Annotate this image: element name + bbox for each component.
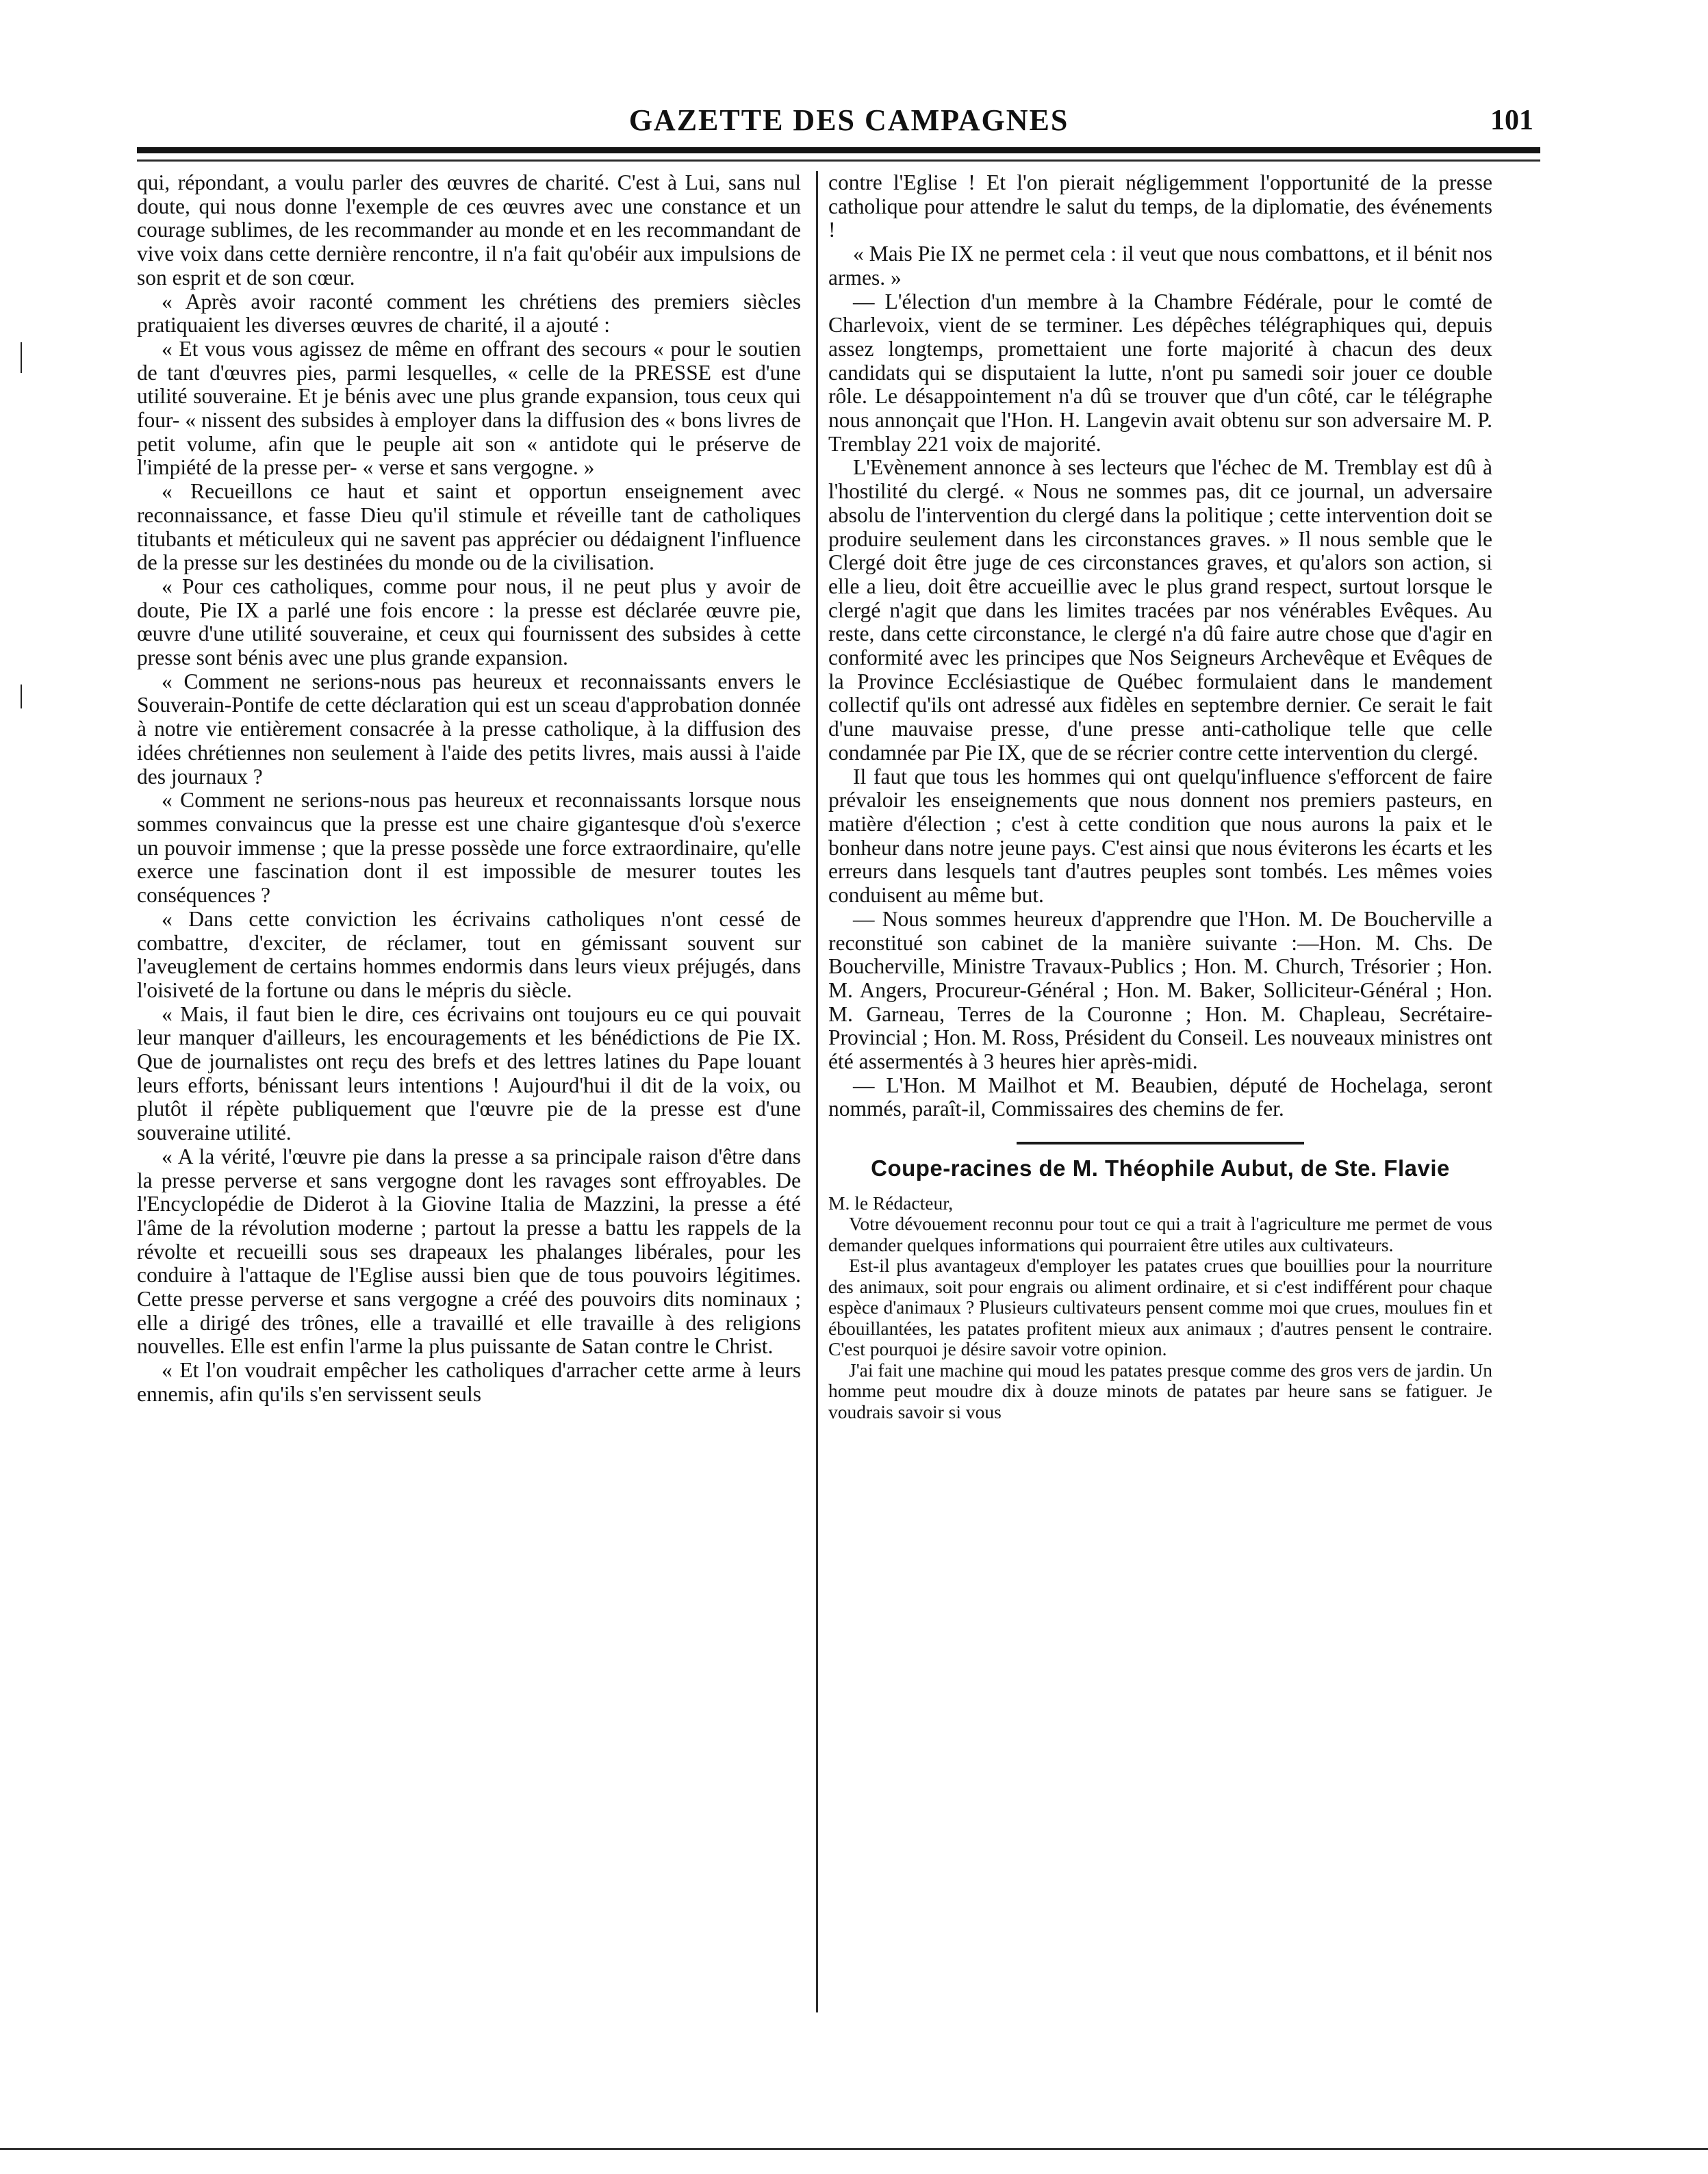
paragraph: « Pour ces catholiques, comme pour nous, il ne peut plus y avoir de doute, Pie IX a parlé une fois encore : la presse est déclarée œuvre pie, œuvre d'une utilité souveraine, et ceux qui fournissent des subsides à cette presse sont bénis avec une plus grande expansion. [137,574,801,670]
paragraph: — L'élection d'un membre à la Chambre Fédérale, pour le comté de Charlevoix, vient de se terminer. Les dépêches télégraphiques qui, depuis assez longtemps, promettaient une forte majorité à chacun des deux candidats qui se disputaient la lutte, n'ont pu samedi soir jouer ce double rôle. Le désappointement n'a dû se trouver que d'un côté, car le télégraphe nous annonçait que l'Hon. H. Langevin avait obtenu sur son adversaire M. P. Tremblay 221 voix de majorité. [828,289,1492,456]
paragraph: « Mais, il faut bien le dire, ces écrivains ont toujours eu ce qui pouvait leur manquer d'ailleurs, les encouragements et les bénédictions de Pie IX. Que de journalistes ont reçu des brefs et des lettres latines du Pape louant leurs efforts, bénissant leurs intentions ! Aujourd'hui il dit de la voix, ou plutôt il répète publiquement que l'œuvre pie de la presse est d'une souveraine utilité. [137,1001,801,1145]
page-bottom-rule [0,2148,1708,2150]
paragraph: « Comment ne serions-nous pas heureux et reconnaissants envers le Souverain-Pontife de cette déclaration qui est un sceau d'approbation donnée à notre vie entièrement consacrée à la presse catholique, à la diffusion des idées chrétiennes non seulement à l'aide des petits livres, mais aussi à l'aide des journaux ? [137,669,801,789]
letter-body [828,1193,1492,1423]
page-number: 101 [1490,105,1533,136]
paragraph: contre l'Eglise ! Et l'on pierait négligemment l'opportunité de la presse catholique pour attendre le salut du temps, de la diplomatie, des événements ! [828,170,1492,242]
column-right [828,171,1492,1422]
paragraph: Il faut que tous les hommes qui ont quelqu'influence s'efforcent de faire prévaloir les enseignements que nous donnent nos premiers pasteurs, en matière d'élection ; c'est à cette condition que nous aurons la paix et le bonheur dans notre jeune pays. C'est ainsi que nous éviterons les écarts et les erreurs dans lesquels tant d'autres peuples sont tombés. Les mêmes voies conduisent au même but. [828,764,1492,908]
paragraph: qui, répondant, a voulu parler des œuvres de charité. C'est à Lui, sans nul doute, qui nous donne l'exemple de ces œuvres avec une constance et un courage sublimes, de les recommander au monde et en les recommandant de vive voix dans cette dernière rencontre, il n'a fait qu'obéir aux impulsions de son esprit et de son cœur. [137,170,801,290]
header-rule [137,147,1540,153]
paragraph: « Et l'on voudrait empêcher les catholiques d'arracher cette arme à leurs ennemis, afin qu'ils s'en servissent seuls [137,1358,801,1406]
paragraph: J'ai fait une machine qui moud les patates presque comme des gros vers de jardin. Un homme peut moudre dix à douze minots de patates par heure sans se fatiguer. Je voudrais savoir si vous [828,1359,1492,1422]
margin-mark [21,342,22,373]
paragraph: « Mais Pie IX ne permet cela : il veut que nous combattons, et il bénit nos armes. » [828,242,1492,290]
paragraph: « Dans cette conviction les écrivains catholiques n'ont cessé de combattre, d'exciter, de réclamer, tout en gémissant souvent sur l'aveuglement de certains hommes endormis dans leurs vieux préjugés, dans l'oisiveté de la fortune ou dans le mépris du siècle. [137,906,801,1002]
paragraph: « Comment ne serions-nous pas heureux et reconnaissants lorsque nous sommes convaincus que la presse est une chaire gigantesque d'où s'exerce un pouvoir immense ; que la presse possède une force extraordinaire, qu'elle exerce une fascination dont il est impossible de mesurer toutes les conséquences ? [137,788,801,908]
paragraph: « Recueillons ce haut et saint et opportun enseignement avec reconnaissance, et fasse Dieu qu'il stimule et réveille tant de catholiques titubants et méticuleux qui ne savent pas apprécier ou dédaignent l'influence de la presse sur les destinées du monde ou de la civilisation. [137,479,801,575]
section-separator [1017,1142,1304,1144]
article-heading: Coupe-racines de M. Théophile Aubut, de Ste. Flavie [871,1155,1450,1181]
paragraph: « A la vérité, l'œuvre pie dans la presse a sa principale raison d'être dans la presse perverse et sans vergogne dont les ravages sont effroyables. De l'Encyclopédie de Diderot à la Giovine Italia de Mazzini, la presse a été l'âme de la révolution moderne ; partout la presse a battu les rappels de la révolte et recueilli sous ses drapeaux les phalanges libérales, pour les conduire à l'attaque de l'Eglise aussi bien que de tous pouvoirs légitimes. Cette presse perverse et sans vergogne a créé des pouvoirs dits nominaux ; elle a dirigé des trônes, elle a travaillé et elle travaille à des religions nouvelles. Elle est enfin l'arme la plus puissante de Satan contre le Christ. [137,1144,801,1359]
paragraph: — L'Hon. M Mailhot et M. Beaubien, député de Hochelaga, seront nommés, paraît-il, Commissaires des chemins de fer. [828,1073,1492,1121]
column-left [137,171,801,1407]
salutation: M. le Rédacteur, [828,1192,954,1214]
margin-mark [21,685,22,708]
paragraph: Votre dévouement reconnu pour tout ce qui a trait à l'agriculture me permet de vous demander quelques informations qui pourraient être utiles aux cultivateurs. [828,1213,1492,1255]
paragraph: Est-il plus avantageux d'employer les patates crues que bouillies pour la nourriture des animaux, soit pour engrais ou aliment ordinaire, et si c'est indifférent pour chaque espèce d'animaux ? Plusieurs cultivateurs pensent comme moi que crues, moulues fin et ébouillantées, les patates profitent mieux aux animaux ; d'autres pensent le contraire. C'est pourquoi je désire savoir votre opinion. [828,1255,1492,1360]
newspaper-title: GAZETTE DES CAMPAGNES [628,103,1069,137]
column-divider [816,171,818,2012]
header-rule-thin [137,159,1540,162]
paragraph: « Et vous vous agissez de même en offrant des secours « pour le soutien de tant d'œuvres pies, parmi lesquelles, « celle de la PRESSE est d'une utilité souveraine. Et je bénis avec une plus grande expansion, tous ceux qui four- « nissent des subsides à employer dans la diffusion des « bons livres de petit volume, afin que le peuple ait son « antidote qui le préserve de l'impiété de la presse per- « verse et sans vergogne. » [137,336,801,480]
paragraph: — Nous sommes heureux d'apprendre que l'Hon. M. De Boucherville a reconstitué son cabinet de la manière suivante :—Hon. M. Chs. De Boucherville, Ministre Travaux-Publics ; Hon. M. Church, Trésorier ; Hon. M. Angers, Procureur-Général ; Hon. M. Baker, Solliciteur-Général ; Hon. M. Garneau, Terres de la Couronne ; Hon. M. Chapleau, Secrétaire-Provincial ; Hon. M. Ross, Président du Conseil. Les nouveaux ministres ont été assermentés à 3 heures hier après-midi. [828,906,1492,1074]
paragraph: L'Evènement annonce à ses lecteurs que l'échec de M. Tremblay est dû à l'hostilité du clergé. « Nous ne sommes pas, dit ce journal, un adversaire absolu de l'intervention du clergé dans la politique ; cette intervention doit se produire seulement dans les circonstances graves. » Il nous semble que le Clergé doit être juge de ces circonstances graves, et qu'alors son action, si elle a lieu, doit être accueillie avec le plus grand respect, surtout lorsque le clergé n'agit que dans les limites tracées par nos vénérables Evêques. Au reste, dans cette circonstance, le clergé n'a dû faire autre chose que d'agir en conformité avec les principes que Nos Seigneurs Archevêque et Evêques de la Province Ecclésiastique de Québec formulaient dans le mandement collectif qu'ils ont adressé aux fidèles en septembre dernier. Ce serait le fait d'une mauvaise presse, d'une presse anti-catholique telle que celle condamnée par Pie IX, que de se récrier contre cette intervention du clergé. [828,455,1492,765]
paragraph: « Après avoir raconté comment les chrétiens des premiers siècles pratiquaient les diverses œuvres de charité, il a ajouté : [137,289,801,337]
page-header [137,103,1561,164]
